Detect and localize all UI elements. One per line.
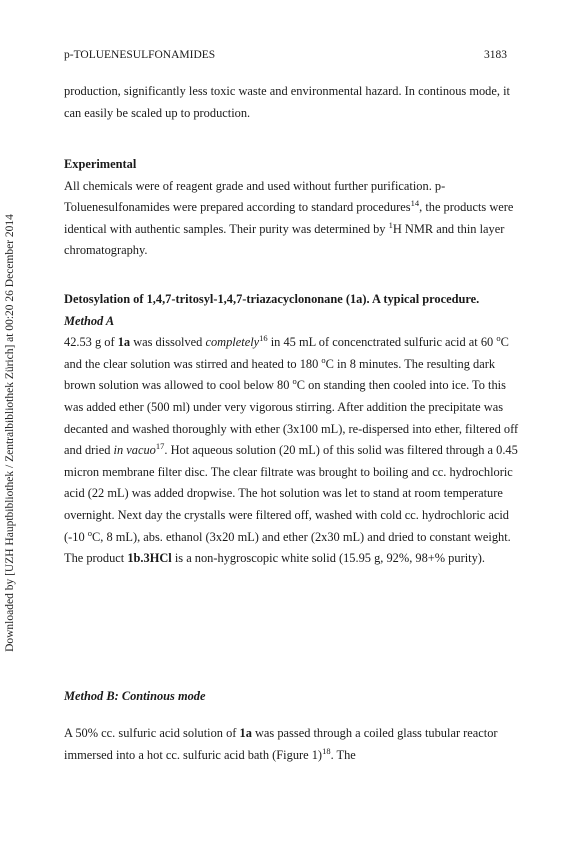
experimental-text-1: All chemicals were of reagent grade and used without further purification.	[64, 178, 432, 193]
running-title: p-TOLUENESULFONAMIDES	[64, 49, 216, 61]
method-a-text-3: in 45 mL of concenctrated sulfuric acid at 60	[267, 335, 497, 350]
intro-text: production, significantly less toxic waste and environmental hazard. In continous mode, it can easily be scaled up to production.	[64, 84, 510, 120]
in-vacuo: in vacuo	[113, 443, 156, 458]
method-b-text-1: A 50% cc. sulfuric acid solution of	[64, 726, 240, 740]
method-a-text-9: is a non-hygroscopic white solid (15.95 g, 92%, 98+% purity).	[171, 551, 486, 566]
method-a-text-8: C, 8 mL), abs. ethanol (3x20 mL) and ether (2x30 mL) and dried to constant weight. The product	[64, 529, 511, 566]
running-header	[64, 49, 507, 61]
detosylation-title: Detosylation of 1,4,7-tritosyl-1,4,7-triazacyclononane (1a). A typical procedure.	[64, 292, 480, 306]
experimental-section	[64, 154, 520, 262]
method-a-text-4: C and the clear solution was stirred and heated to 180	[64, 335, 509, 371]
compound-1a: 1a	[239, 726, 252, 740]
method-a-paragraph	[64, 332, 520, 570]
degree-sign: o	[87, 527, 92, 538]
nmr-superscript: 1	[388, 219, 393, 230]
method-a-label: Method A	[64, 313, 115, 328]
download-watermark	[0, 0, 20, 867]
method-a-text-1: 42.53 g of	[64, 335, 118, 350]
method-a-text-5: C in 8 minutes. The resulting dark brown solution was allowed to cool below 80	[64, 356, 496, 393]
detosylation-heading	[64, 289, 520, 332]
degree-sign: o	[496, 333, 501, 344]
method-b-text-3: . The	[330, 747, 356, 762]
experimental-text-3: , the products were identical with authentic samples. Their purity was determined by	[64, 200, 514, 236]
degree-sign: o	[321, 354, 326, 365]
experimental-text-2: p-Toluenesulfonamides were prepared according to standard procedures	[64, 178, 446, 215]
reference-18: 18	[322, 745, 331, 756]
intro-paragraph	[64, 81, 520, 124]
reference-16: 16	[259, 333, 268, 344]
detosylation-section	[64, 289, 520, 570]
page-number: 3183	[484, 49, 507, 61]
method-b-section	[64, 723, 520, 766]
method-a-text-6: C on standing then cooled into ice. To this was added ether (500 ml) under very vigorous stirring. After addition the precipitate was decanted and washed thoroughly with ether (3x100 mL), re-dispersed into ether, filtered off and dried	[64, 378, 519, 458]
method-b-text-2: was passed through a coiled glass tubular reactor immersed into a hot cc. sulfuric acid bath (Figure 1)	[64, 726, 498, 762]
method-b-paragraph	[64, 723, 520, 766]
product-1b-3hcl: 1b.3HCl	[127, 551, 172, 566]
completely-word: completely	[205, 335, 260, 350]
method-b-heading: Method B: Continous mode	[64, 689, 206, 703]
reference-14: 14	[410, 198, 420, 209]
degree-sign: o	[292, 376, 297, 387]
compound-1a: 1a	[117, 335, 131, 350]
method-b-heading-block	[64, 686, 520, 708]
experimental-heading: Experimental	[64, 157, 137, 171]
experimental-paragraph	[64, 176, 520, 262]
method-a-text-7: . Hot aqueous solution (20 mL) of this solid was filtered through a 0.45 micron membrane filter disc. The clear filtrate was brought to boiling and cc. hydrochloric acid (22 mL) was added dropwise. The hot solution was let to stand at room temperature overnight. Next day the crystalls were filtered off, washed with cold cc. hydrochloric acid (-10	[64, 443, 518, 544]
reference-17: 17	[155, 441, 165, 452]
method-a-text-2: was dissolved	[130, 335, 206, 350]
download-notice: Downloaded by [UZH Hauptbibliothek / Zentralbibliothek Zürich] at 00:20 26 December 2014	[4, 214, 16, 652]
experimental-text-4: H NMR and thin layer chromatography.	[64, 221, 505, 258]
